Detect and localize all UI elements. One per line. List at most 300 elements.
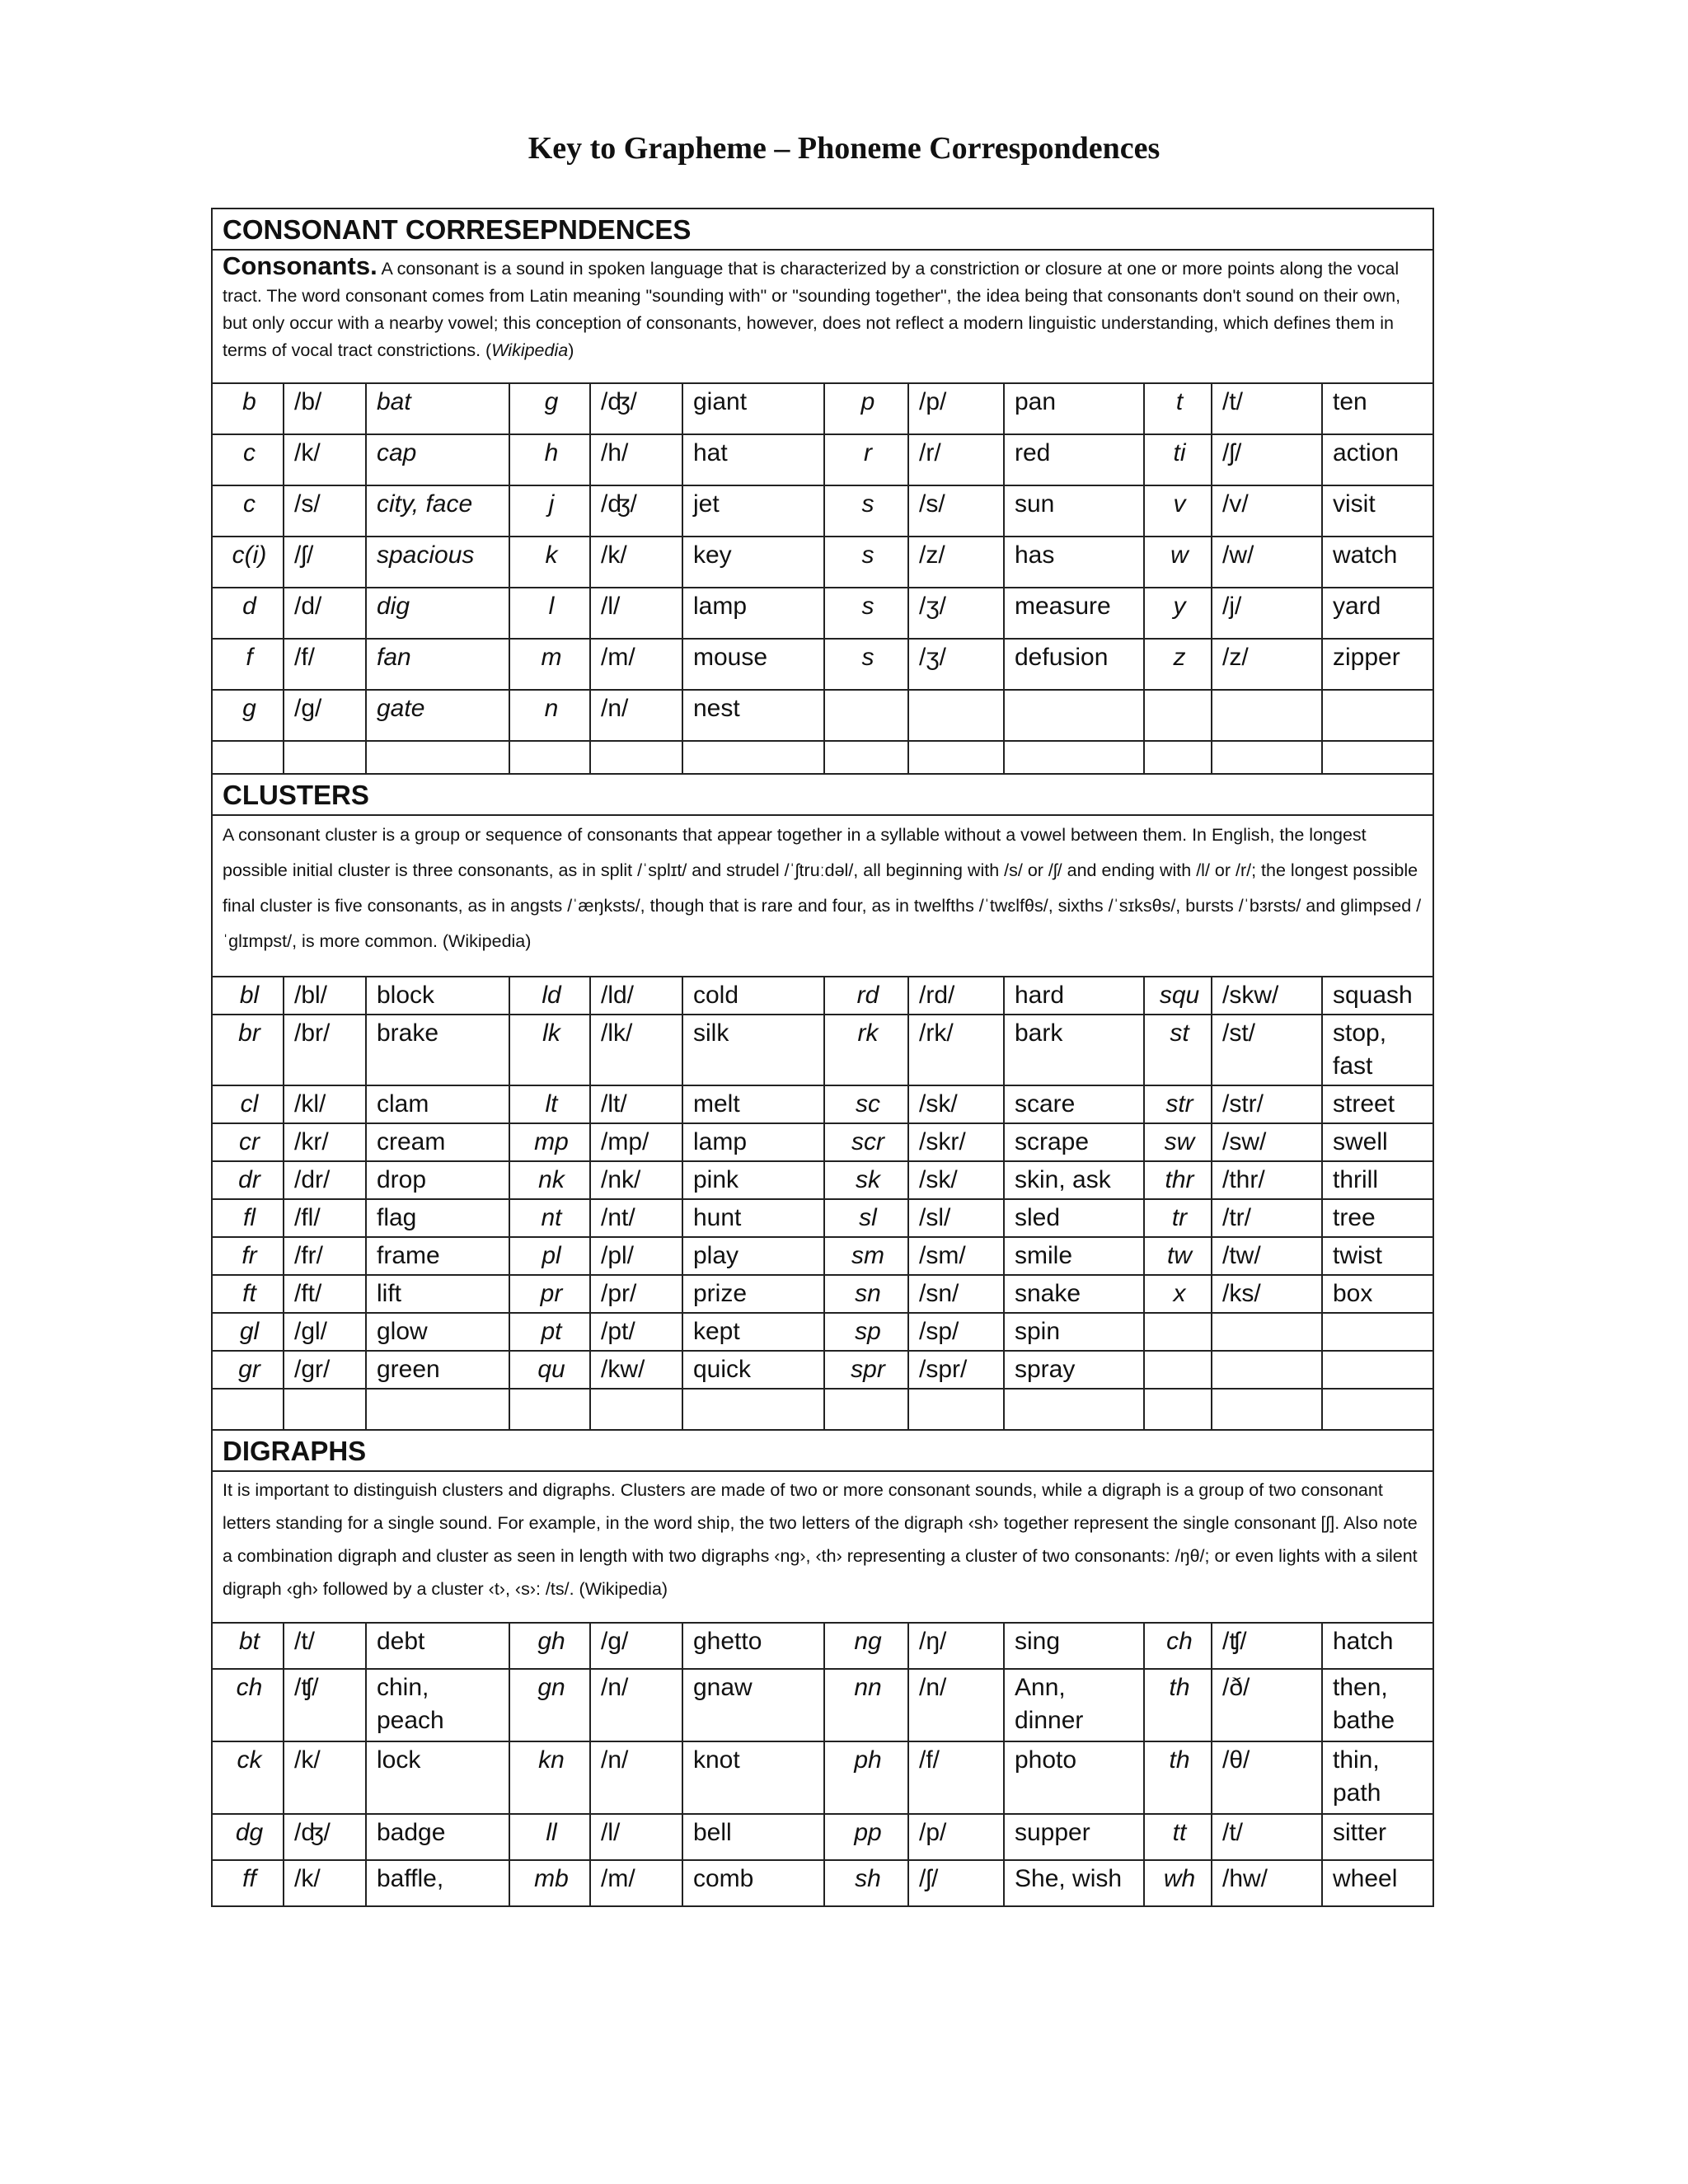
- example-cell: bat: [366, 384, 509, 434]
- example-cell: hard: [1004, 977, 1144, 1015]
- table-row: [213, 1741, 1432, 1814]
- example-cell: squash: [1322, 977, 1432, 1015]
- phoneme-cell: /sp/: [908, 1313, 1004, 1351]
- example-cell: bell: [682, 1814, 824, 1860]
- example-cell: block: [366, 977, 509, 1015]
- phoneme-cell: /st/: [1212, 1015, 1322, 1085]
- grapheme-cell: [1144, 1313, 1212, 1351]
- empty-cell: [908, 1389, 1004, 1429]
- example-cell: flag: [366, 1199, 509, 1237]
- example-cell: ten: [1322, 384, 1432, 434]
- grapheme-cell: th: [1144, 1741, 1212, 1814]
- digraphs-table: [213, 1624, 1432, 1905]
- phoneme-cell: /sl/: [908, 1199, 1004, 1237]
- example-cell: cold: [682, 977, 824, 1015]
- phoneme-cell: /f/: [284, 639, 366, 690]
- grapheme-cell: sh: [824, 1860, 908, 1905]
- phoneme-cell: /sk/: [908, 1085, 1004, 1123]
- phoneme-cell: /fr/: [284, 1237, 366, 1275]
- grapheme-cell: gr: [213, 1351, 284, 1389]
- phoneme-cell: /r/: [908, 434, 1004, 485]
- empty-cell: [213, 1389, 284, 1429]
- grapheme-cell: st: [1144, 1015, 1212, 1085]
- grapheme-cell: dr: [213, 1161, 284, 1199]
- example-cell: fan: [366, 639, 509, 690]
- phoneme-cell: /j/: [1212, 588, 1322, 639]
- example-cell: photo: [1004, 1741, 1144, 1814]
- grapheme-cell: nn: [824, 1669, 908, 1741]
- phoneme-cell: /dr/: [284, 1161, 366, 1199]
- phoneme-cell: /v/: [1212, 485, 1322, 537]
- phoneme-cell: /kl/: [284, 1085, 366, 1123]
- grapheme-cell: k: [509, 537, 590, 588]
- digraphs-section-header: DIGRAPHS: [213, 1429, 1432, 1472]
- phoneme-cell: /ʃ/: [908, 1860, 1004, 1905]
- grapheme-cell: sp: [824, 1313, 908, 1351]
- phoneme-cell: /b/: [284, 384, 366, 434]
- grapheme-cell: s: [824, 537, 908, 588]
- example-cell: ghetto: [682, 1624, 824, 1669]
- phoneme-cell: /k/: [284, 1741, 366, 1814]
- example-cell: sled: [1004, 1199, 1144, 1237]
- phoneme-cell: /pt/: [590, 1313, 682, 1351]
- grapheme-cell: n: [509, 690, 590, 741]
- empty-cell: [509, 1389, 590, 1429]
- grapheme-cell: x: [1144, 1275, 1212, 1313]
- table-row: [213, 1814, 1432, 1860]
- grapheme-cell: sk: [824, 1161, 908, 1199]
- example-cell: jet: [682, 485, 824, 537]
- phoneme-cell: [1212, 1351, 1322, 1389]
- example-cell: tree: [1322, 1199, 1432, 1237]
- grapheme-cell: f: [213, 639, 284, 690]
- consonant-section-header: CONSONANT CORRESEPNDENCES: [213, 209, 1432, 251]
- table-row: [213, 1860, 1432, 1905]
- phoneme-cell: /m/: [590, 639, 682, 690]
- grapheme-cell: c(i): [213, 537, 284, 588]
- phoneme-cell: /l/: [590, 588, 682, 639]
- example-cell: street: [1322, 1085, 1432, 1123]
- phoneme-cell: [1212, 1313, 1322, 1351]
- phoneme-cell: /sm/: [908, 1237, 1004, 1275]
- grapheme-cell: bl: [213, 977, 284, 1015]
- grapheme-cell: pp: [824, 1814, 908, 1860]
- grapheme-cell: c: [213, 485, 284, 537]
- example-cell: gnaw: [682, 1669, 824, 1741]
- grapheme-cell: l: [509, 588, 590, 639]
- phoneme-cell: /s/: [284, 485, 366, 537]
- phoneme-cell: /ŋ/: [908, 1624, 1004, 1669]
- phoneme-cell: /ʧ/: [284, 1669, 366, 1741]
- grapheme-cell: c: [213, 434, 284, 485]
- example-cell: watch: [1322, 537, 1432, 588]
- example-cell: [1322, 1313, 1432, 1351]
- empty-cell: [908, 741, 1004, 773]
- phoneme-cell: /pr/: [590, 1275, 682, 1313]
- clusters-section-header: CLUSTERS: [213, 773, 1432, 816]
- grapheme-cell: w: [1144, 537, 1212, 588]
- empty-cell: [682, 1389, 824, 1429]
- phoneme-cell: /ʒ/: [908, 588, 1004, 639]
- grapheme-cell: rd: [824, 977, 908, 1015]
- grapheme-cell: pr: [509, 1275, 590, 1313]
- empty-cell: [1004, 1389, 1144, 1429]
- grapheme-cell: [824, 690, 908, 741]
- consonant-desc-text: A consonant is a sound in spoken language that is characterized by a constriction or closure at one or more points along the vocal tract. The word consonant comes from Latin meaning "sounding with" or "sounding together", the idea being that consonants don't sound on their own, but only occur with a nearby vowel; this conception of consonants, however, does not reflect a modern linguistic understanding, which defines them in terms of vocal tract constrictions. (: [223, 259, 1401, 360]
- example-cell: mouse: [682, 639, 824, 690]
- example-cell: [1322, 1351, 1432, 1389]
- phoneme-cell: /t/: [284, 1624, 366, 1669]
- example-cell: clam: [366, 1085, 509, 1123]
- table-row: [213, 434, 1432, 485]
- empty-cell: [1322, 1389, 1432, 1429]
- example-cell: thrill: [1322, 1161, 1432, 1199]
- example-cell: smile: [1004, 1237, 1144, 1275]
- empty-cell: [366, 741, 509, 773]
- example-cell: scare: [1004, 1085, 1144, 1123]
- grapheme-cell: squ: [1144, 977, 1212, 1015]
- table-row: [213, 1275, 1432, 1313]
- example-cell: nest: [682, 690, 824, 741]
- table-row: [213, 384, 1432, 434]
- grapheme-cell: spr: [824, 1351, 908, 1389]
- grapheme-cell: sl: [824, 1199, 908, 1237]
- table-row: [213, 1085, 1432, 1123]
- grapheme-cell: d: [213, 588, 284, 639]
- example-cell: zipper: [1322, 639, 1432, 690]
- empty-cell: [824, 741, 908, 773]
- phoneme-cell: /z/: [1212, 639, 1322, 690]
- example-cell: bark: [1004, 1015, 1144, 1085]
- grapheme-cell: v: [1144, 485, 1212, 537]
- example-cell: sun: [1004, 485, 1144, 537]
- phoneme-cell: /sk/: [908, 1161, 1004, 1199]
- grapheme-cell: lk: [509, 1015, 590, 1085]
- example-cell: brake: [366, 1015, 509, 1085]
- grapheme-cell: ld: [509, 977, 590, 1015]
- table-row: [213, 1123, 1432, 1161]
- example-cell: melt: [682, 1085, 824, 1123]
- grapheme-cell: mb: [509, 1860, 590, 1905]
- grapheme-cell: sn: [824, 1275, 908, 1313]
- consonant-description: [213, 251, 1432, 384]
- example-cell: dig: [366, 588, 509, 639]
- example-cell: silk: [682, 1015, 824, 1085]
- example-cell: thin, path: [1322, 1741, 1432, 1814]
- consonant-desc-end: ): [568, 340, 574, 360]
- empty-cell: [824, 1389, 908, 1429]
- grapheme-cell: nk: [509, 1161, 590, 1199]
- phoneme-cell: /t/: [1212, 384, 1322, 434]
- example-cell: snake: [1004, 1275, 1144, 1313]
- example-cell: red: [1004, 434, 1144, 485]
- phoneme-cell: /g/: [590, 1624, 682, 1669]
- empty-cell: [284, 1389, 366, 1429]
- grapheme-cell: fl: [213, 1199, 284, 1237]
- table-row: [213, 690, 1432, 741]
- phoneme-cell: /lt/: [590, 1085, 682, 1123]
- empty-cell: [1212, 1389, 1322, 1429]
- grapheme-cell: pl: [509, 1237, 590, 1275]
- phoneme-cell: /n/: [590, 1741, 682, 1814]
- empty-cell: [284, 741, 366, 773]
- empty-cell: [1144, 1389, 1212, 1429]
- example-cell: has: [1004, 537, 1144, 588]
- example-cell: baffle,: [366, 1860, 509, 1905]
- grapheme-cell: wh: [1144, 1860, 1212, 1905]
- phoneme-cell: /thr/: [1212, 1161, 1322, 1199]
- example-cell: quick: [682, 1351, 824, 1389]
- grapheme-cell: [1144, 690, 1212, 741]
- example-cell: spin: [1004, 1313, 1144, 1351]
- grapheme-cell: z: [1144, 639, 1212, 690]
- example-cell: city, face: [366, 485, 509, 537]
- grapheme-cell: gl: [213, 1313, 284, 1351]
- grapheme-cell: g: [213, 690, 284, 741]
- phoneme-cell: /lk/: [590, 1015, 682, 1085]
- example-cell: lock: [366, 1741, 509, 1814]
- phoneme-cell: /pl/: [590, 1237, 682, 1275]
- grapheme-cell: cr: [213, 1123, 284, 1161]
- grapheme-cell: fr: [213, 1237, 284, 1275]
- grapheme-cell: sw: [1144, 1123, 1212, 1161]
- grapheme-cell: m: [509, 639, 590, 690]
- grapheme-cell: ff: [213, 1860, 284, 1905]
- grapheme-cell: tw: [1144, 1237, 1212, 1275]
- grapheme-cell: str: [1144, 1085, 1212, 1123]
- grapheme-cell: rk: [824, 1015, 908, 1085]
- grapheme-cell: ft: [213, 1275, 284, 1313]
- phoneme-cell: /k/: [590, 537, 682, 588]
- example-cell: knot: [682, 1741, 824, 1814]
- phoneme-cell: /n/: [908, 1669, 1004, 1741]
- empty-cell: [1212, 741, 1322, 773]
- grapheme-cell: t: [1144, 384, 1212, 434]
- example-cell: lamp: [682, 588, 824, 639]
- empty-cell: [366, 1389, 509, 1429]
- clusters-description: A consonant cluster is a group or sequence of consonants that appear together in a syllable without a vowel between them. In English, the longest possible initial cluster is three consonants, as in split /ˈsplɪt/ and strudel /ˈʃtruːdəl/, all beginning with /s/ or /ʃ/ and ending with /l/ or /r/; the longest possible final cluster is five consonants, as in angsts /ˈæŋksts/, though that is rare and four, as in twelfths /ˈtwɛlfθs/, sixths /ˈsɪksθs/, bursts /ˈbɜrsts/ and glimpsed /ˈglɪmpst/, is more common. (Wikipedia): [213, 816, 1432, 977]
- phoneme-cell: /tr/: [1212, 1199, 1322, 1237]
- example-cell: chin, peach: [366, 1669, 509, 1741]
- table-row: [213, 977, 1432, 1015]
- phoneme-cell: /gr/: [284, 1351, 366, 1389]
- example-cell: cream: [366, 1123, 509, 1161]
- phoneme-cell: /rd/: [908, 977, 1004, 1015]
- example-cell: skin, ask: [1004, 1161, 1144, 1199]
- example-cell: gate: [366, 690, 509, 741]
- table-row: [213, 485, 1432, 537]
- phoneme-cell: /skw/: [1212, 977, 1322, 1015]
- example-cell: spray: [1004, 1351, 1144, 1389]
- grapheme-cell: tt: [1144, 1814, 1212, 1860]
- phoneme-cell: /m/: [590, 1860, 682, 1905]
- table-row: [213, 639, 1432, 690]
- grapheme-cell: ll: [509, 1814, 590, 1860]
- example-cell: hatch: [1322, 1624, 1432, 1669]
- phoneme-cell: /ʒ/: [908, 639, 1004, 690]
- grapheme-cell: ch: [213, 1669, 284, 1741]
- example-cell: sing: [1004, 1624, 1144, 1669]
- grapheme-cell: br: [213, 1015, 284, 1085]
- phoneme-cell: /bl/: [284, 977, 366, 1015]
- phoneme-cell: /nk/: [590, 1161, 682, 1199]
- empty-cell: [682, 741, 824, 773]
- consonant-desc-source: Wikipedia: [491, 340, 569, 360]
- example-cell: lift: [366, 1275, 509, 1313]
- table-row: [213, 1199, 1432, 1237]
- phoneme-cell: /sn/: [908, 1275, 1004, 1313]
- phoneme-cell: /z/: [908, 537, 1004, 588]
- phoneme-cell: /ʤ/: [590, 485, 682, 537]
- grapheme-cell: dg: [213, 1814, 284, 1860]
- example-cell: supper: [1004, 1814, 1144, 1860]
- grapheme-cell: kn: [509, 1741, 590, 1814]
- blank-row: [213, 741, 1432, 773]
- phoneme-cell: /str/: [1212, 1085, 1322, 1123]
- grapheme-cell: g: [509, 384, 590, 434]
- example-cell: box: [1322, 1275, 1432, 1313]
- table-row: [213, 588, 1432, 639]
- empty-cell: [509, 741, 590, 773]
- phoneme-cell: /gl/: [284, 1313, 366, 1351]
- grapheme-cell: s: [824, 485, 908, 537]
- grapheme-cell: p: [824, 384, 908, 434]
- example-cell: spacious: [366, 537, 509, 588]
- example-cell: key: [682, 537, 824, 588]
- phoneme-cell: /mp/: [590, 1123, 682, 1161]
- page-title: Key to Grapheme – Phoneme Correspondences: [528, 131, 1160, 166]
- phoneme-cell: /ʃ/: [1212, 434, 1322, 485]
- blank-row: [213, 1389, 1432, 1429]
- example-cell: sitter: [1322, 1814, 1432, 1860]
- example-cell: frame: [366, 1237, 509, 1275]
- example-cell: yard: [1322, 588, 1432, 639]
- correspondence-sheet: [211, 208, 1434, 1907]
- phoneme-cell: /n/: [590, 690, 682, 741]
- phoneme-cell: /p/: [908, 384, 1004, 434]
- consonant-lead: Consonants.: [223, 251, 377, 280]
- phoneme-cell: /nt/: [590, 1199, 682, 1237]
- grapheme-cell: mp: [509, 1123, 590, 1161]
- grapheme-cell: y: [1144, 588, 1212, 639]
- grapheme-cell: ch: [1144, 1624, 1212, 1669]
- empty-cell: [213, 741, 284, 773]
- example-cell: twist: [1322, 1237, 1432, 1275]
- phoneme-cell: /h/: [590, 434, 682, 485]
- grapheme-cell: s: [824, 639, 908, 690]
- example-cell: stop, fast: [1322, 1015, 1432, 1085]
- phoneme-cell: /kw/: [590, 1351, 682, 1389]
- example-cell: [1004, 690, 1144, 741]
- phoneme-cell: /g/: [284, 690, 366, 741]
- phoneme-cell: /d/: [284, 588, 366, 639]
- example-cell: Ann, dinner: [1004, 1669, 1144, 1741]
- grapheme-cell: ng: [824, 1624, 908, 1669]
- grapheme-cell: sc: [824, 1085, 908, 1123]
- phoneme-cell: /f/: [908, 1741, 1004, 1814]
- example-cell: comb: [682, 1860, 824, 1905]
- table-row: [213, 1669, 1432, 1741]
- phoneme-cell: /rk/: [908, 1015, 1004, 1085]
- example-cell: drop: [366, 1161, 509, 1199]
- example-cell: hunt: [682, 1199, 824, 1237]
- table-row: [213, 1237, 1432, 1275]
- grapheme-cell: ph: [824, 1741, 908, 1814]
- clusters-table: [213, 977, 1432, 1429]
- example-cell: lamp: [682, 1123, 824, 1161]
- example-cell: cap: [366, 434, 509, 485]
- grapheme-cell: tr: [1144, 1199, 1212, 1237]
- example-cell: play: [682, 1237, 824, 1275]
- example-cell: then, bathe: [1322, 1669, 1432, 1741]
- example-cell: debt: [366, 1624, 509, 1669]
- grapheme-cell: pt: [509, 1313, 590, 1351]
- phoneme-cell: /tw/: [1212, 1237, 1322, 1275]
- phoneme-cell: /hw/: [1212, 1860, 1322, 1905]
- example-cell: action: [1322, 434, 1432, 485]
- grapheme-cell: [1144, 1351, 1212, 1389]
- example-cell: pink: [682, 1161, 824, 1199]
- table-row: [213, 1313, 1432, 1351]
- empty-cell: [1144, 741, 1212, 773]
- phoneme-cell: /fl/: [284, 1199, 366, 1237]
- grapheme-cell: b: [213, 384, 284, 434]
- table-row: [213, 1015, 1432, 1085]
- phoneme-cell: /skr/: [908, 1123, 1004, 1161]
- example-cell: scrape: [1004, 1123, 1144, 1161]
- phoneme-cell: /k/: [284, 1860, 366, 1905]
- table-row: [213, 1161, 1432, 1199]
- phoneme-cell: /s/: [908, 485, 1004, 537]
- example-cell: visit: [1322, 485, 1432, 537]
- example-cell: hat: [682, 434, 824, 485]
- example-cell: badge: [366, 1814, 509, 1860]
- table-row: [213, 1351, 1432, 1389]
- phoneme-cell: /ʧ/: [1212, 1624, 1322, 1669]
- example-cell: giant: [682, 384, 824, 434]
- grapheme-cell: lt: [509, 1085, 590, 1123]
- grapheme-cell: cl: [213, 1085, 284, 1123]
- grapheme-cell: nt: [509, 1199, 590, 1237]
- phoneme-cell: /p/: [908, 1814, 1004, 1860]
- phoneme-cell: [908, 690, 1004, 741]
- phoneme-cell: /ð/: [1212, 1669, 1322, 1741]
- grapheme-cell: sm: [824, 1237, 908, 1275]
- example-cell: prize: [682, 1275, 824, 1313]
- empty-cell: [590, 741, 682, 773]
- table-row: [213, 537, 1432, 588]
- example-cell: swell: [1322, 1123, 1432, 1161]
- grapheme-cell: th: [1144, 1669, 1212, 1741]
- example-cell: defusion: [1004, 639, 1144, 690]
- table-row: [213, 1624, 1432, 1669]
- phoneme-cell: /w/: [1212, 537, 1322, 588]
- grapheme-cell: ck: [213, 1741, 284, 1814]
- phoneme-cell: /ʤ/: [590, 384, 682, 434]
- phoneme-cell: /ft/: [284, 1275, 366, 1313]
- example-cell: [1322, 690, 1432, 741]
- phoneme-cell: /t/: [1212, 1814, 1322, 1860]
- example-cell: glow: [366, 1313, 509, 1351]
- example-cell: kept: [682, 1313, 824, 1351]
- example-cell: pan: [1004, 384, 1144, 434]
- phoneme-cell: /ʤ/: [284, 1814, 366, 1860]
- grapheme-cell: s: [824, 588, 908, 639]
- example-cell: wheel: [1322, 1860, 1432, 1905]
- grapheme-cell: gh: [509, 1624, 590, 1669]
- phoneme-cell: /n/: [590, 1669, 682, 1741]
- grapheme-cell: h: [509, 434, 590, 485]
